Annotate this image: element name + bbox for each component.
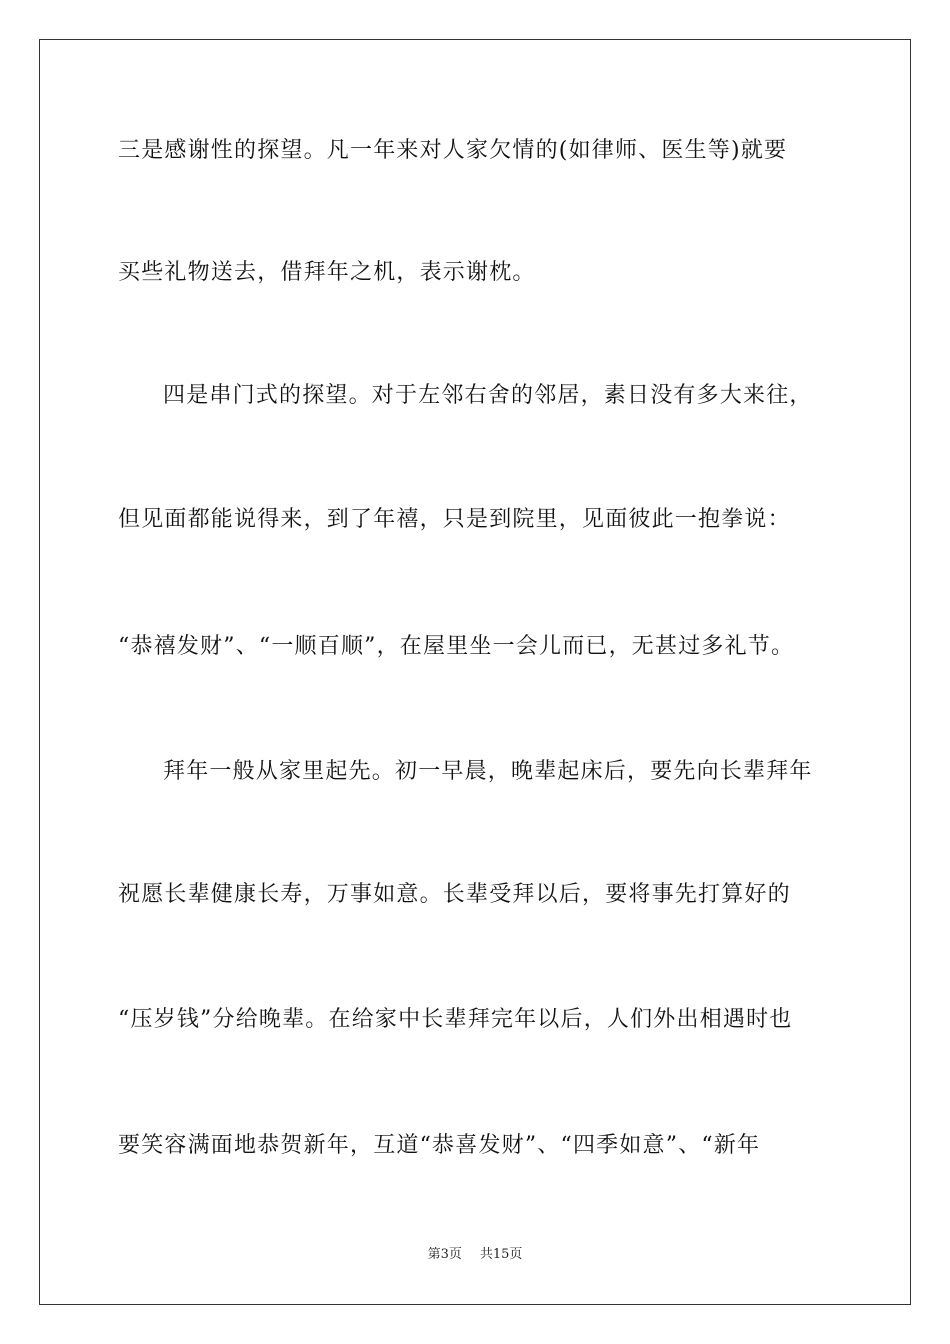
paragraph-line-8: “压岁钱”分给晚辈。在给家中长辈拜完年以后，人们外出相遇时也 — [118, 1007, 793, 1032]
paragraph-line-9: 要笑容满面地恭贺新年，互道“恭喜发财”、“四季如意”、“新年 — [118, 1133, 761, 1158]
paragraph-line-5: “恭禧发财”、“一顺百顺”，在屋里坐一会儿而已，无甚过多礼节。 — [118, 634, 795, 659]
page-number: 第3页 — [427, 1247, 462, 1262]
paragraph-line-4: 但见面都能说得来，到了年禧，只是到院里，见面彼此一抱拳说： — [118, 507, 791, 532]
page-border — [39, 39, 911, 1305]
paragraph-line-1: 三是感谢性的探望。凡一年来对人家欠情的(如律师、医生等)就要 — [118, 138, 788, 163]
paragraph-line-2: 买些礼物送去，借拜年之机，表示谢枕。 — [118, 260, 536, 285]
paragraph-line-3: 四是串门式的探望。对于左邻右舍的邻居，素日没有多大来往， — [163, 383, 813, 408]
paragraph-line-7: 祝愿长辈健康长寿，万事如意。长辈受拜以后，要将事先打算好的 — [118, 882, 791, 907]
page-footer — [0, 1246, 950, 1264]
paragraph-line-6: 拜年一般从家里起先。初一早晨，晚辈起床后，要先向长辈拜年 — [163, 759, 813, 784]
total-pages: 共15页 — [479, 1247, 523, 1262]
